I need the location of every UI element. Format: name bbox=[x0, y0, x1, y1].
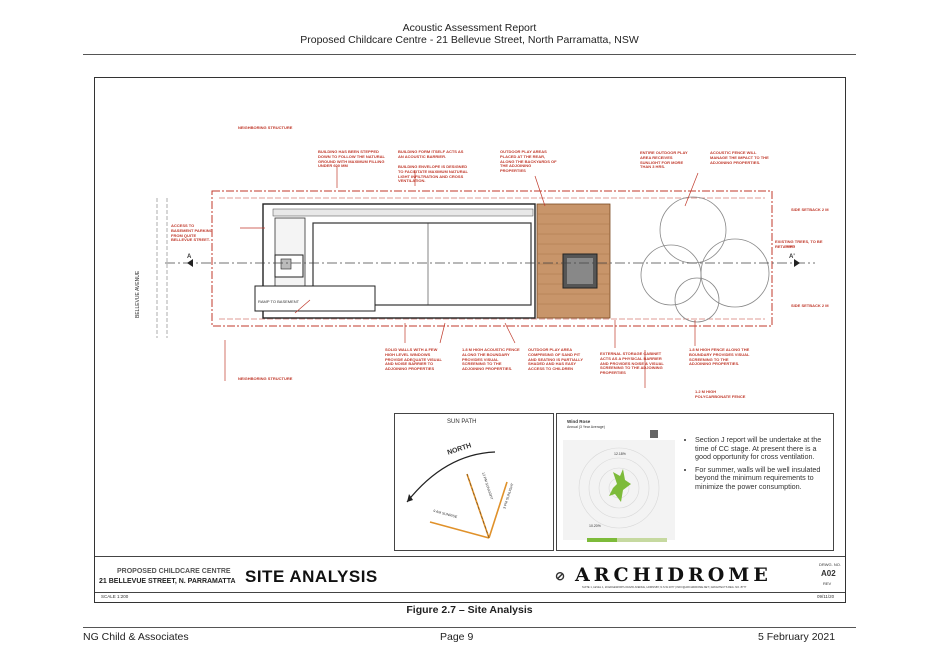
bullet-item: • Section J report will be undertake at the time of CC stage. At present there is a good opportunity for cross ventilation. bbox=[695, 436, 833, 462]
site-analysis-drawing bbox=[94, 77, 846, 603]
drwg-label: DRWG. NO. bbox=[819, 562, 841, 567]
pct-inner: 10.20% bbox=[589, 524, 601, 528]
wind-rose-chart bbox=[557, 414, 677, 550]
street-label: BELLEVUE AVENUE bbox=[135, 270, 141, 318]
pct-outer: 12.18% bbox=[614, 452, 626, 456]
ramp-label: RAMP TO BASEMENT bbox=[258, 299, 300, 304]
note-acoustic-fence: 1.8 M HIGH ACOUSTIC FENCE ALONG THE BOUNDARY PROVIDES VISUAL SCREENING TO THE ADJOINING PROPERTIES. bbox=[462, 347, 520, 372]
note-existing-trees: EXISTING TREES, TO BE RETAINED bbox=[775, 239, 823, 249]
scale-label: SCALE 1:200 bbox=[101, 594, 129, 599]
sun-path-diagram bbox=[395, 414, 553, 550]
report-title: Acoustic Assessment Report bbox=[402, 22, 537, 34]
title-block-divider bbox=[95, 556, 845, 557]
section-marker-a: A bbox=[187, 254, 192, 260]
note-stepped: BUILDING HAS BEEN STEPPED DOWN TO FOLLOW THE NATURAL GROUND WITH MAXIMUM FILLING UNDER 600 MM bbox=[318, 149, 385, 169]
note-envelope: BUILDING ENVELOPE IS DESIGNED TO FACILITATE MAXIMUM NATURAL LIGHT INFILTRATION AND CROSS VENTILATION. bbox=[398, 164, 468, 184]
note-solid-walls: SOLID WALLS WITH A FEW HIGH LEVEL WINDOWS PROVIDE ADEQUATE VISUAL AND NOISE BARRIER TO ADJOINING PROPERTIES bbox=[385, 347, 442, 372]
drwg-number: A02 bbox=[821, 569, 836, 578]
sun-path-panel bbox=[394, 413, 554, 551]
logo-address: SUITE 1, LEVEL 1, 20 EDGEWORTH DAVID AVENUE, HORNSBY, N.S.W 2077 | INFO@ARCHIDROME.NET | ARCHITECTS REG. NO. 8777 bbox=[582, 586, 747, 589]
note-form: BUILDING FORM ITSELF ACTS AS AN ACOUSTIC BARRIER. bbox=[398, 149, 464, 159]
header-rule bbox=[83, 54, 856, 55]
note-access: ACCESS TO BASEMENT PARKING FROM QUITE BELLEVUE STREET. bbox=[171, 223, 213, 243]
note-sunlight: ENTIRE OUTDOOR PLAY AREA RECEIVES SUNLIGHT FOR MORE THAN 3 HRS. bbox=[640, 150, 688, 170]
sun-path-title: SUN PATH bbox=[447, 419, 477, 425]
note-storage: EXTERNAL STORAGE CABINET ACTS AS A PHYSICAL BARRIER AND PROVIDES NOISE & VISUAL SCREENING TO THE ADJOINING PROPERTIES bbox=[600, 351, 664, 376]
note-fence-impact: ACOUSTIC FENCE WILL MANAGE THE IMPACT TO THE ADJOINING PROPERTIES. bbox=[710, 150, 769, 165]
compass-icon: ⊘ bbox=[555, 569, 566, 583]
label-9am: 9 AM SUNRISE bbox=[432, 508, 458, 520]
wind-rose-panel bbox=[556, 413, 834, 551]
note-fence-18: 1.8 M HIGH FENCE ALONG THE BOUNDARY PROVIDES VISUAL SCREENING TO THE ADJOINING PROPERTIES. bbox=[689, 347, 750, 367]
notes-list bbox=[683, 436, 833, 496]
note-polycarbonate: 1.2 M HIGH POLYCARBONATE FENCE bbox=[695, 389, 746, 399]
footer-company: NG Child & Associates bbox=[83, 631, 189, 643]
project-line-1: PROPOSED CHILDCARE CENTRE bbox=[117, 568, 231, 575]
note-setback-1: SIDE SETBACK 2 M bbox=[791, 207, 829, 212]
date-label: 09/11/20 bbox=[817, 594, 835, 599]
revision: REV bbox=[823, 581, 832, 586]
note-sand-pit: OUTDOOR PLAY AREA COMPRISING OF SAND PIT AND SEATING IS PARTIALLY SHADED AND HAS EASY ACCESS TO CHILDREN bbox=[528, 347, 583, 372]
footer-rule bbox=[83, 627, 856, 628]
north-label: NORTH bbox=[446, 442, 473, 457]
figure-caption: Figure 2.7 – Site Analysis bbox=[406, 604, 533, 616]
note-outdoor-rear: OUTDOOR PLAY AREAS PLACED AT THE REAR, ALONG THE BACKYARDS OF THE ADJOINING PROPERTIES bbox=[500, 149, 557, 174]
wind-rose-subtitle: Annual (3 Year Average) bbox=[567, 425, 605, 429]
note-setback-2: SIDE SETBACK 2 M bbox=[791, 303, 829, 308]
project-line-2: 21 BELLEVUE STREET, N. PARRAMATTA bbox=[99, 578, 236, 585]
report-subtitle: Proposed Childcare Centre - 21 Bellevue Street, North Parramatta, NSW bbox=[300, 34, 639, 46]
bullet-item: • For summer, walls will be well insulated beyond the minimum requirements to minimize the power consumption. bbox=[695, 466, 833, 492]
sheet-title: SITE ANALYSIS bbox=[245, 567, 378, 586]
label-12pm: 12 PM SUNLIGHT bbox=[481, 471, 494, 501]
note-neighboring-top: NEIGHBORING STRUCTURE bbox=[238, 125, 293, 130]
archidrome-logo: ARCHIDROME bbox=[575, 564, 772, 586]
note-neighboring-bottom: NEIGHBORING STRUCTURE bbox=[238, 376, 293, 381]
label-3pm: 3 PM SUNLIGHT bbox=[502, 482, 515, 510]
footer-date: 5 February 2021 bbox=[758, 631, 836, 643]
wind-rose-title: Wind Rose bbox=[567, 419, 591, 424]
footer-page: Page 9 bbox=[440, 631, 474, 643]
scale-divider bbox=[95, 592, 845, 593]
section-marker-a-prime: A' bbox=[789, 254, 795, 260]
